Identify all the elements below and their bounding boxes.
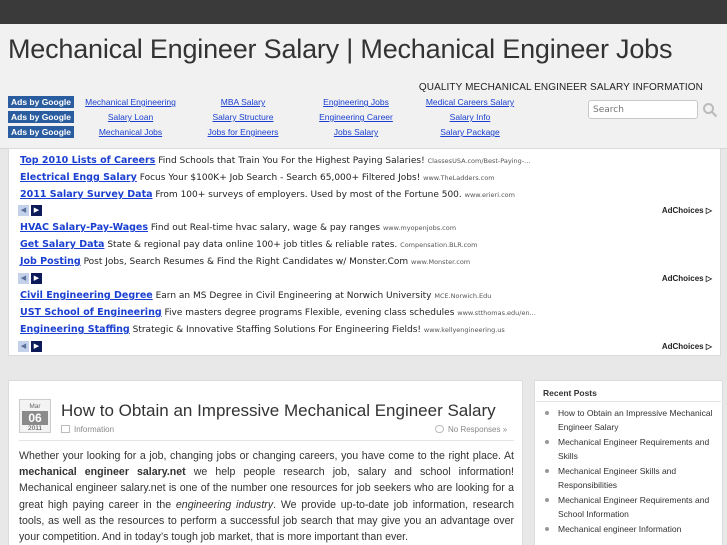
ad-title[interactable]: Get Salary Data: [20, 239, 105, 250]
comment-icon: [435, 425, 444, 433]
prev-arrow-icon[interactable]: ◀: [18, 205, 29, 216]
search-icon[interactable]: [702, 102, 718, 118]
next-arrow-icon[interactable]: ▶: [31, 273, 42, 284]
ad-link[interactable]: Salary Package: [440, 127, 500, 137]
ad-link[interactable]: MBA Salary: [220, 97, 266, 107]
ad-link[interactable]: Salary Structure: [212, 112, 274, 122]
text-ad[interactable]: [20, 307, 536, 318]
ad-link[interactable]: Medical Careers Salary: [425, 97, 515, 107]
text-ad[interactable]: [20, 155, 530, 166]
adchoices-icon: ▷: [705, 274, 712, 283]
post-body: [19, 448, 514, 545]
post-article: [8, 380, 523, 545]
prev-arrow-icon[interactable]: ◀: [18, 341, 29, 352]
recent-post-link[interactable]: Mechanical Engineer Requirements and Skills: [558, 437, 710, 461]
adchoices-link[interactable]: [662, 342, 712, 351]
post-title[interactable]: How to Obtain an Impressive Mechanical Engineer Salary: [61, 401, 496, 420]
site-title[interactable]: Mechanical Engineer Salary | Mechanical Engineer Jobs: [8, 34, 673, 64]
post-divider: [19, 440, 514, 441]
ad-title[interactable]: Top 2010 Lists of Careers: [20, 155, 156, 166]
sidebar-recent-posts: [534, 380, 723, 545]
text-ad[interactable]: [20, 189, 515, 200]
ad-link[interactable]: Mechanical Jobs: [98, 127, 163, 137]
text-ad[interactable]: [20, 324, 505, 335]
ad-text: Post Jobs, Search Resumes & Find the Right Candidates w/ Monster.Com: [83, 257, 409, 267]
ad-title[interactable]: 2011 Salary Survey Data: [20, 189, 153, 200]
post-body-italic: engineering industry: [175, 498, 274, 511]
ad-text: Focus Your $100K+ Job Search - Search 65,000+ Filtered Jobs!: [139, 173, 421, 183]
ad-link[interactable]: Salary Info: [449, 112, 491, 122]
ad-url[interactable]: www.erieri.com: [464, 191, 515, 199]
post-body-text: . We provide up-to-date job information, research tools, as well as the resources to perform a successful job search that may give you an advantage over your competition. And in today’s tough job market, that is more important than ever.: [19, 498, 515, 544]
ad-url[interactable]: www.stthomas.edu/en...: [457, 309, 536, 317]
post-category-link[interactable]: Information: [74, 425, 115, 434]
ad-link[interactable]: Engineering Jobs: [323, 97, 389, 107]
adchoices-link[interactable]: [662, 274, 712, 283]
recent-post-link[interactable]: Mechanical Engineer Requirements and School Information: [558, 495, 710, 519]
post-body-bold: mechanical engineer salary.net: [19, 466, 186, 479]
recent-post-item[interactable]: [545, 435, 715, 463]
search-input[interactable]: [588, 100, 698, 119]
ad-url[interactable]: Compensation.BLR.com: [400, 241, 478, 249]
widget-divider: [536, 401, 721, 402]
ad-text: From 100+ surveys of employers. Used by most of the Fortune 500.: [155, 190, 462, 200]
site-tagline: QUALITY MECHANICAL ENGINEER SALARY INFORMATION: [418, 82, 703, 93]
ad-url[interactable]: MCE.Norwich.Edu: [434, 292, 492, 300]
ad-text: Earn an MS Degree in Civil Engineering at Norwich University: [155, 291, 432, 301]
recent-post-link[interactable]: How to Obtain an Impressive Mechanical Engineer Salary: [558, 408, 713, 432]
ad-link[interactable]: Mechanical Engineering: [85, 97, 176, 107]
recent-post-item[interactable]: [545, 406, 715, 434]
ad-title[interactable]: UST School of Engineering: [20, 307, 162, 318]
ad-url[interactable]: www.kellyengineering.us: [423, 326, 505, 334]
ad-title[interactable]: Engineering Staffing: [20, 324, 130, 335]
adchoices-link[interactable]: [662, 206, 712, 215]
folder-icon: [61, 425, 70, 433]
text-ad[interactable]: [20, 239, 477, 250]
ad-text: Find out Real-time hvac salary, wage & pay ranges: [150, 223, 381, 233]
ad-link[interactable]: Jobs for Engineers: [207, 127, 279, 137]
site-header: [0, 24, 727, 149]
next-arrow-icon[interactable]: ▶: [31, 205, 42, 216]
post-month: Mar: [29, 403, 41, 410]
adchoices-label: AdChoices: [661, 274, 704, 283]
ads-by-google-label[interactable]: Ads by Google: [8, 111, 74, 123]
text-ad[interactable]: [20, 222, 456, 233]
ad-link[interactable]: Engineering Career: [319, 112, 393, 122]
top-bar: [0, 0, 727, 24]
ad-panel: [8, 148, 721, 356]
ad-link[interactable]: Jobs Salary: [333, 127, 379, 137]
recent-post-item[interactable]: [545, 493, 715, 521]
recent-post-item[interactable]: [545, 464, 715, 492]
recent-post-item[interactable]: [545, 522, 715, 536]
ad-text: Five masters degree programs Flexible, evening class schedules: [164, 308, 455, 318]
post-responses: [435, 425, 507, 434]
ad-title[interactable]: HVAC Salary-Pay-Wages: [20, 222, 149, 233]
post-body-text: we help people research job, salary and school information! Mechanical engineer salary.net is one of the number one resources for job seekers who are looking for a great high paying career in the: [19, 466, 514, 511]
post-year: 2011: [28, 425, 42, 432]
post-body-text: Whether your looking for a job, changing jobs or changing careers, you have come to the right place. At: [19, 450, 514, 462]
ad-url[interactable]: www.myopenjobs.com: [382, 224, 457, 232]
adchoices-icon: ▷: [705, 342, 712, 351]
ad-text: Find Schools that Train You For the Highest Paying Salaries!: [158, 156, 425, 166]
text-ad[interactable]: [20, 256, 470, 267]
ad-url[interactable]: www.TheLadders.com: [423, 174, 495, 182]
adchoices-label: AdChoices: [661, 342, 704, 351]
ad-text: State & regional pay data online 100+ job titles & reliable rates.: [107, 240, 398, 250]
text-ad[interactable]: [20, 290, 491, 301]
ad-link[interactable]: Salary Loan: [107, 112, 154, 122]
prev-arrow-icon[interactable]: ◀: [18, 273, 29, 284]
adchoices-label: AdChoices: [661, 206, 704, 215]
ad-title[interactable]: Electrical Engg Salary: [20, 172, 137, 183]
ad-title[interactable]: Job Posting: [20, 256, 81, 267]
post-responses-link[interactable]: No Responses »: [448, 425, 508, 434]
post-day: 06: [22, 411, 48, 425]
adchoices-icon: ▷: [705, 206, 712, 215]
next-arrow-icon[interactable]: ▶: [31, 341, 42, 352]
ad-title[interactable]: Civil Engineering Degree: [20, 290, 153, 301]
text-ad[interactable]: [20, 172, 495, 183]
ads-by-google-label[interactable]: Ads by Google: [8, 126, 74, 138]
post-category: [61, 425, 114, 434]
ad-url[interactable]: www.Monster.com: [411, 258, 471, 266]
widget-title: Recent Posts: [543, 388, 597, 398]
post-date-badge: [19, 399, 51, 433]
recent-post-link[interactable]: Mechanical Engineer Skills and Responsibilities: [558, 466, 677, 490]
ad-url[interactable]: ClassesUSA.com/Best-Paying-...: [427, 157, 531, 165]
ad-text: Strategic & Innovative Staffing Solutions For Engineering Fields!: [132, 325, 422, 335]
ads-by-google-label[interactable]: Ads by Google: [8, 96, 74, 108]
recent-post-link[interactable]: Mechanical engineer Information: [558, 524, 682, 534]
